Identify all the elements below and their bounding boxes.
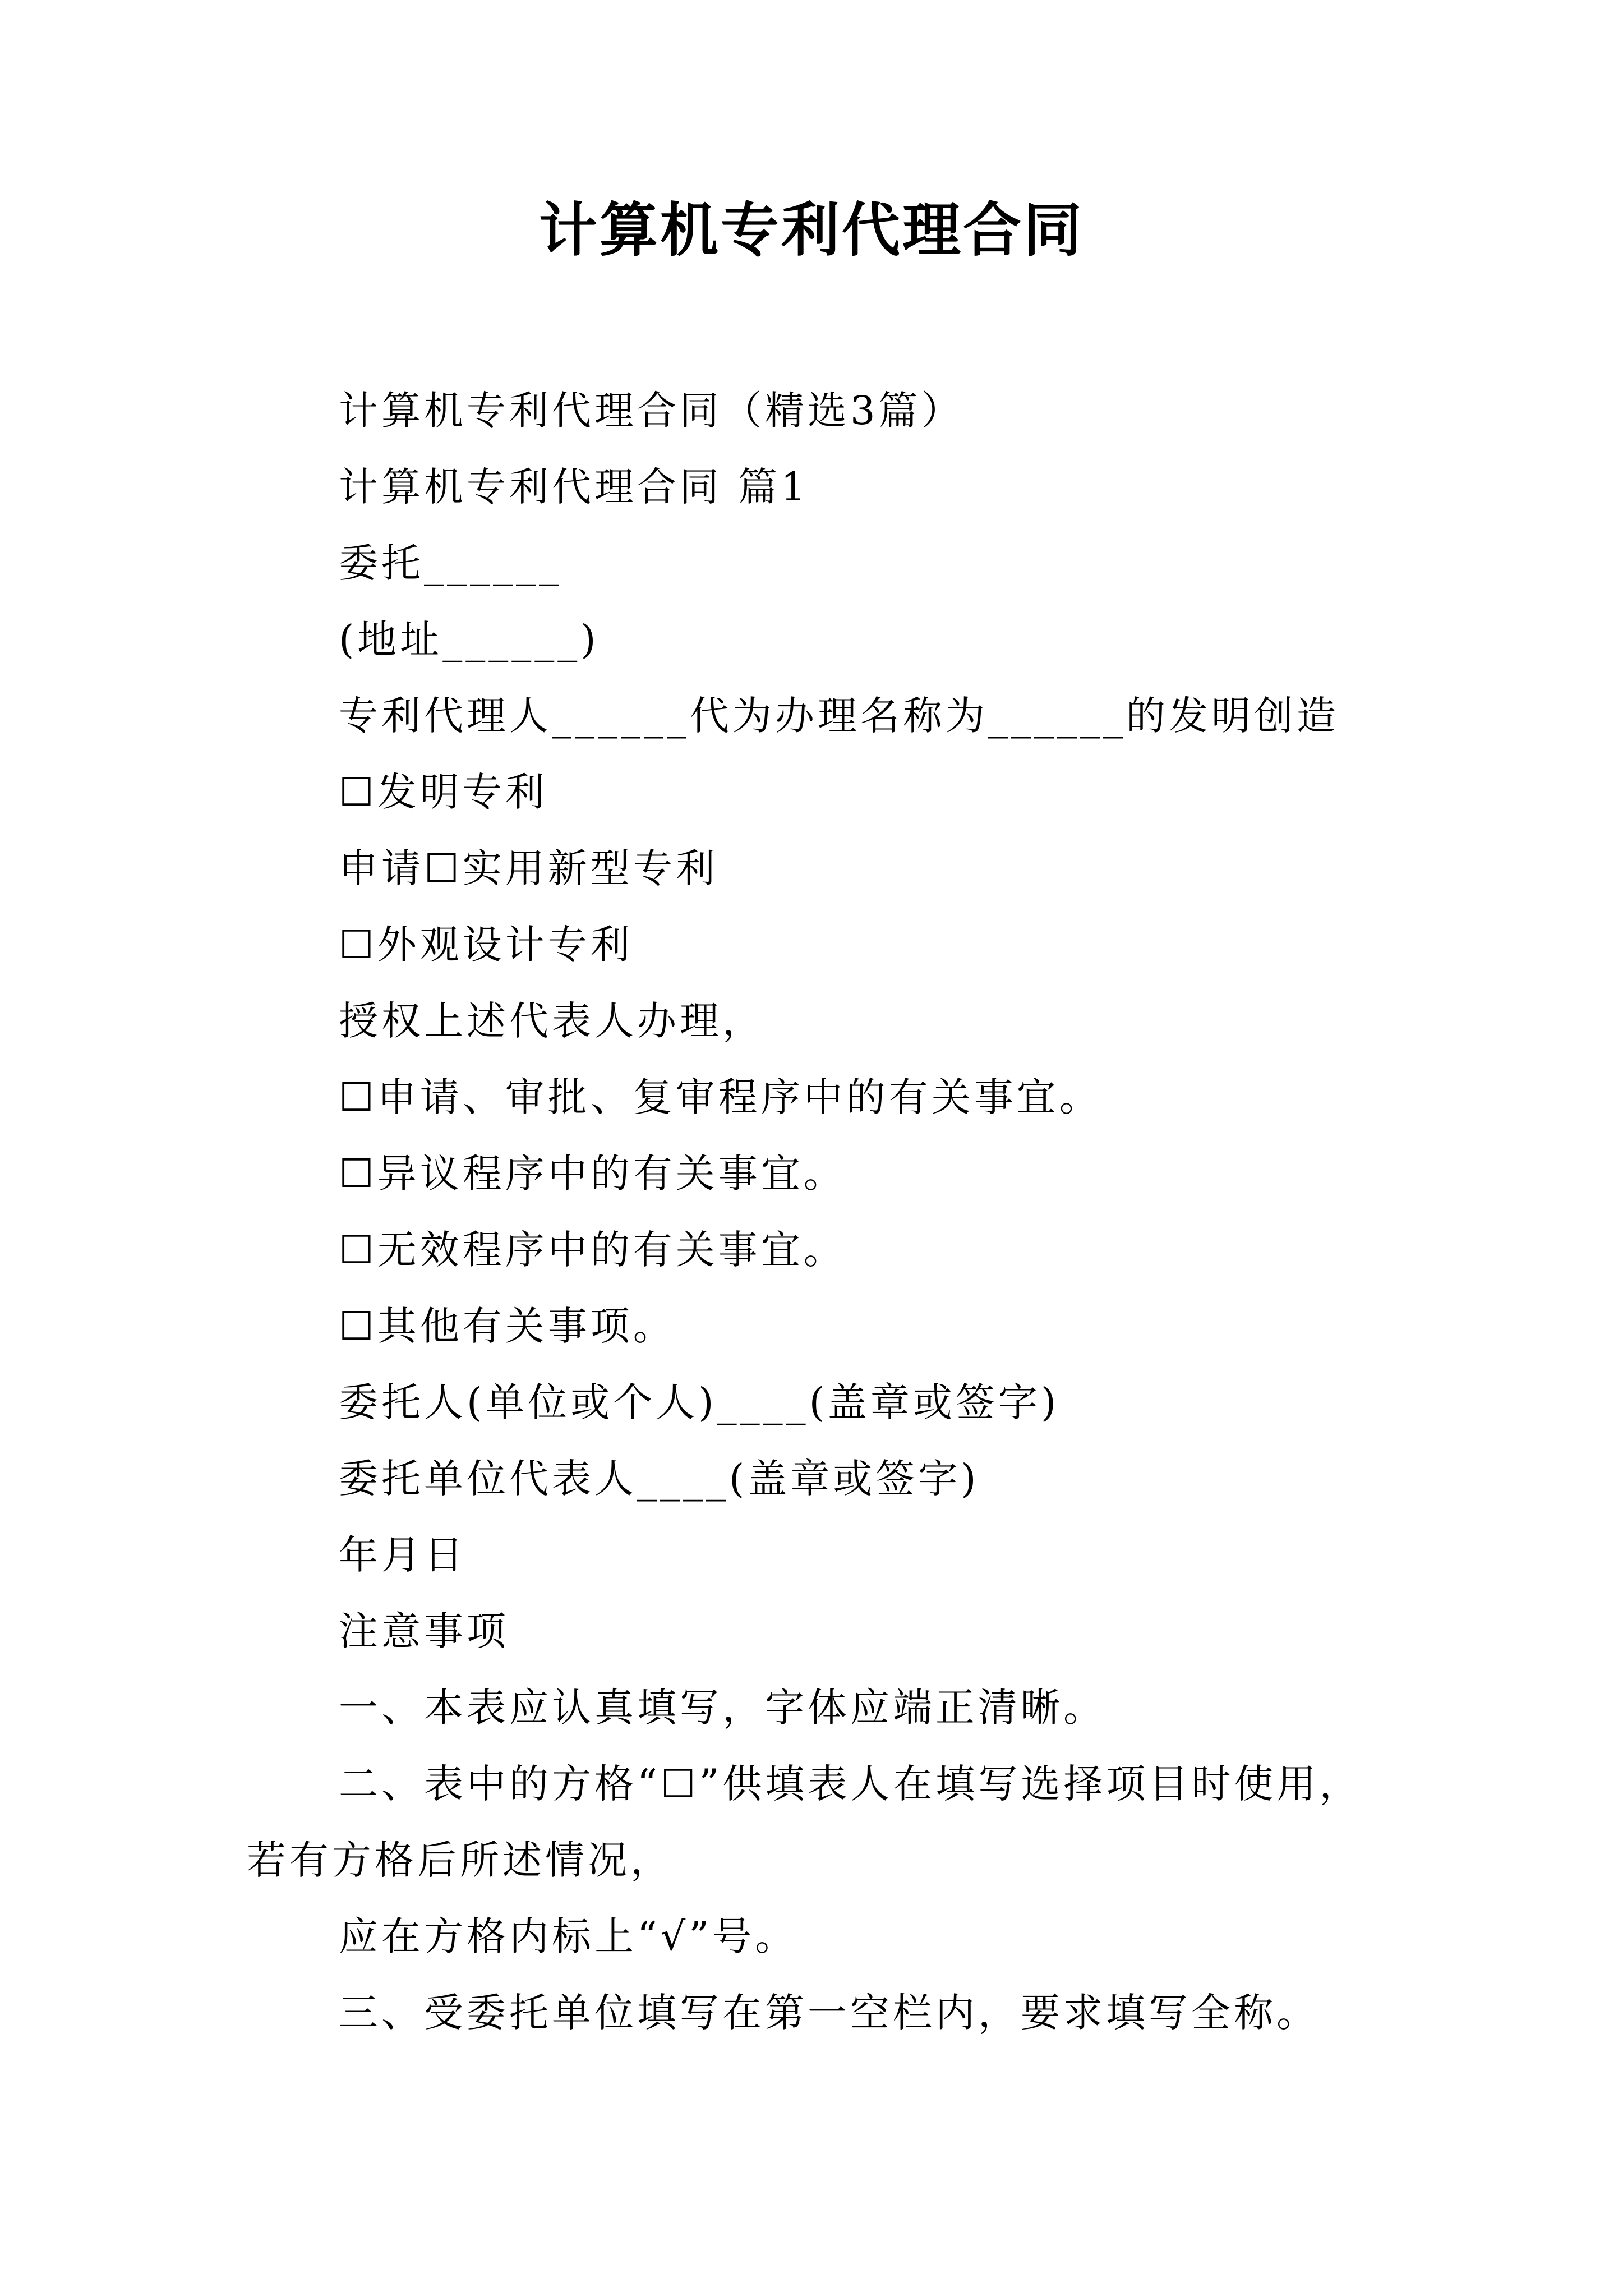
doc-line: 二、表中的方格“☐”供填表人在填写选择项目时使用， (339, 1761, 1362, 1807)
doc-line: 计算机专利代理合同（精选3篇） (339, 388, 964, 434)
doc-line: 注意事项 (339, 1608, 509, 1654)
doc-line: 委托______ (339, 540, 562, 586)
doc-line: 计算机专利代理合同 篇1 (339, 464, 809, 510)
doc-line: 三、受委托单位填写在第一空栏内，要求填写全称。 (339, 1990, 1319, 2036)
doc-line: 委托人(单位或个人)____(盖章或签字) (339, 1379, 1060, 1425)
doc-line: ☐申请、审批、复审程序中的有关事宜。 (339, 1074, 1102, 1120)
doc-line: ☐异议程序中的有关事宜。 (339, 1151, 846, 1197)
doc-line: 授权上述代表人办理， (339, 998, 765, 1044)
doc-line: ☐无效程序中的有关事宜。 (339, 1227, 846, 1273)
doc-line: 专利代理人______代为办理名称为______的发明创造 (339, 693, 1339, 739)
doc-line: 应在方格内标上“√”号。 (339, 1913, 798, 1959)
doc-line: ☐外观设计专利 (339, 922, 633, 968)
doc-line: 年月日 (339, 1532, 467, 1578)
doc-line: (地址______) (339, 616, 600, 662)
doc-line: 委托单位代表人____(盖章或签字) (339, 1456, 980, 1502)
doc-line: 一、本表应认真填写，字体应端正清晰。 (339, 1685, 1106, 1731)
doc-line: ☐其他有关事项。 (339, 1303, 676, 1349)
document-title: 计算机专利代理合同 (538, 195, 1084, 264)
doc-line: 若有方格后所述情况， (247, 1837, 673, 1883)
doc-line: ☐发明专利 (339, 769, 548, 815)
doc-line: 申请☐实用新型专利 (339, 845, 718, 891)
